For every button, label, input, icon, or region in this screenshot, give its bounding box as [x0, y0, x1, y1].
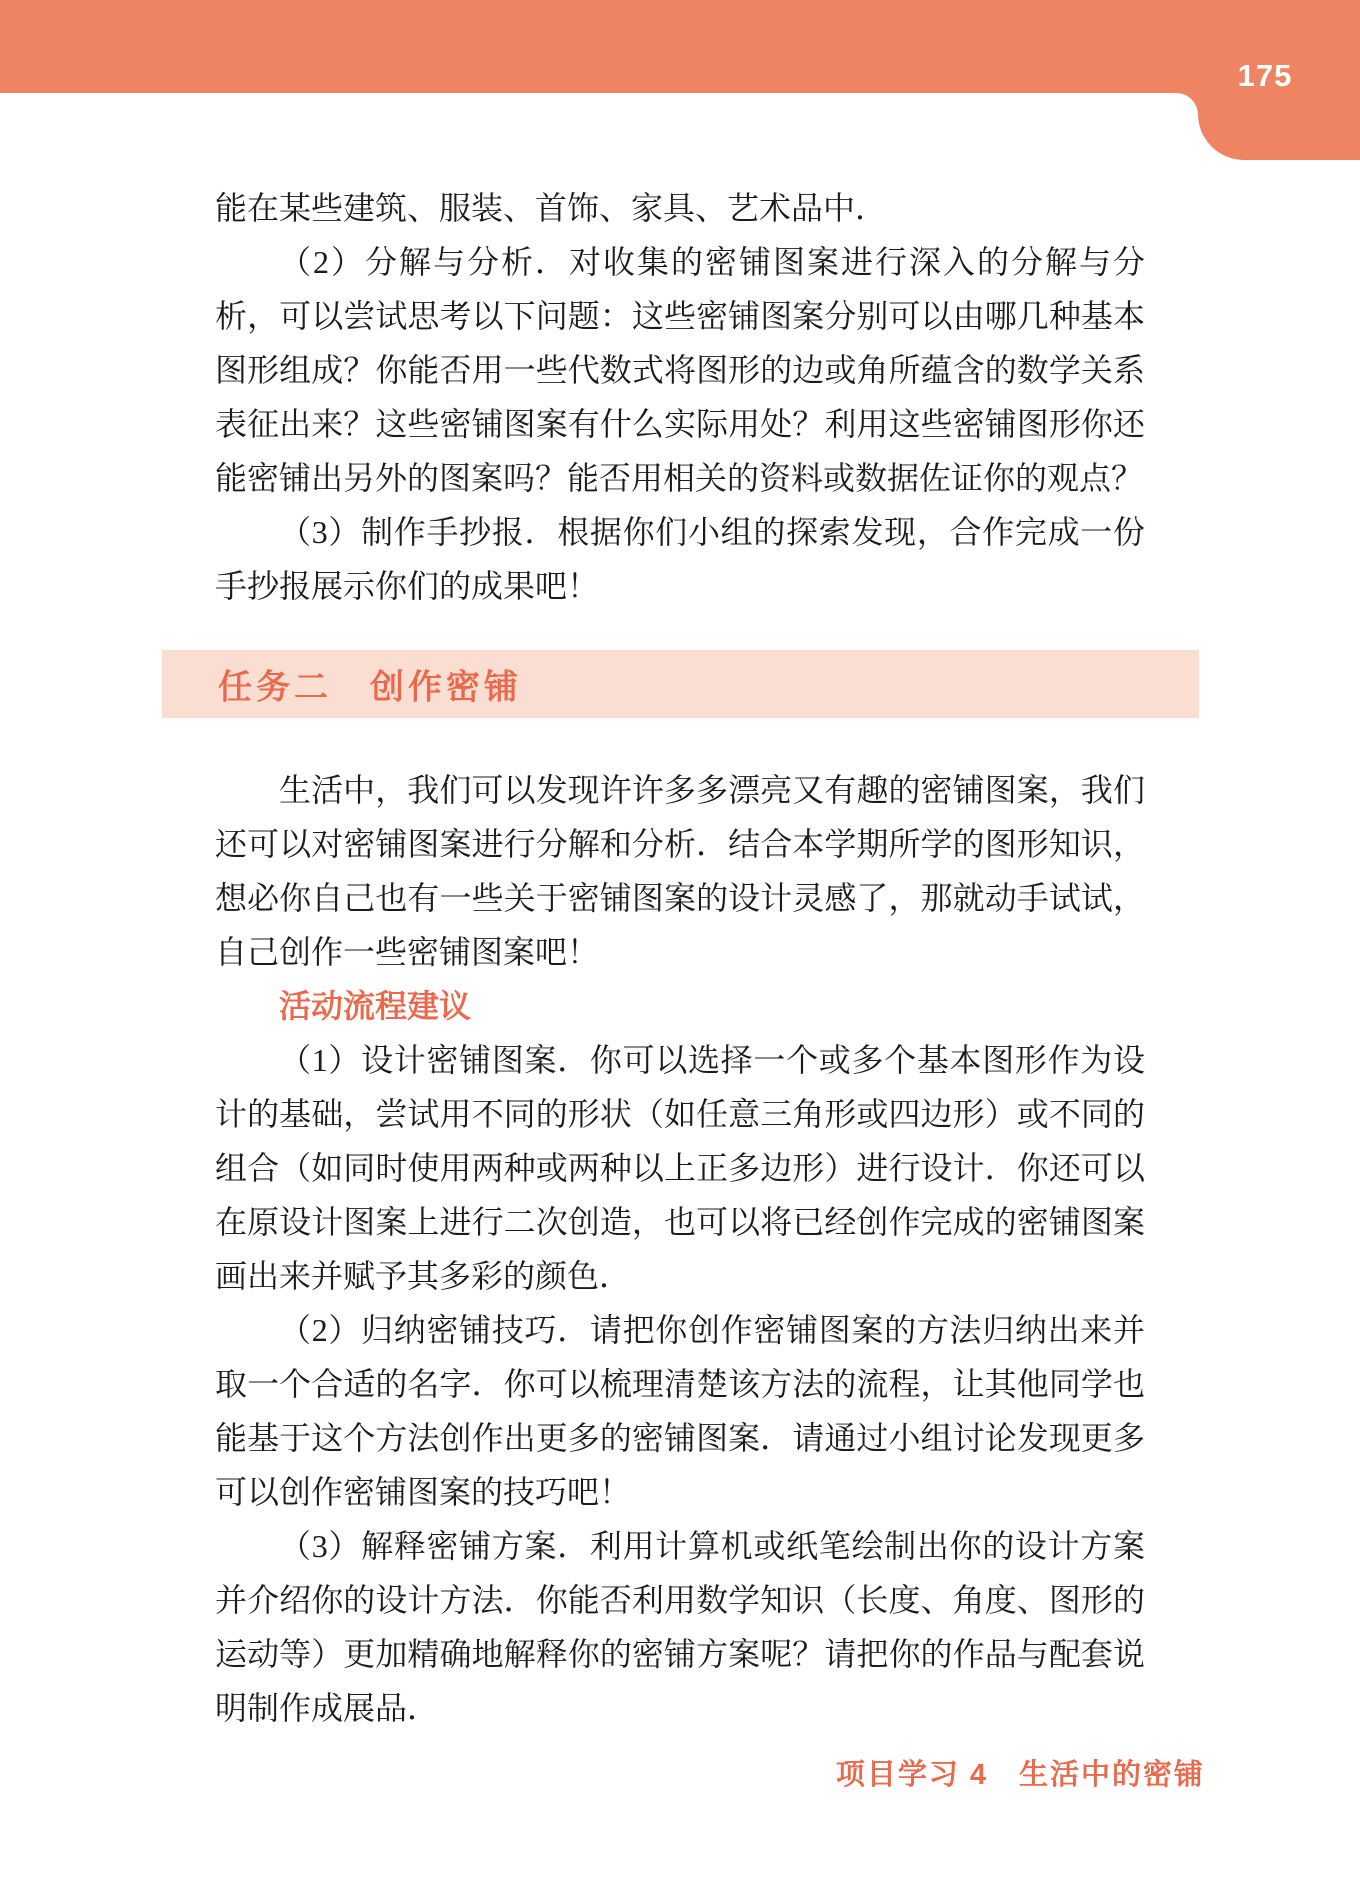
task-section [215, 763, 1145, 1735]
paragraph-step-3: （3）制作手抄报．根据你们小组的探索发现，合作完成一份手抄报展示你们的成果吧！ [215, 514, 1145, 604]
footer-chapter-label: 项目学习 4 生活中的密铺 [835, 1759, 1205, 1791]
paragraph-step-2: （2）分解与分析．对收集的密铺图案进行深入的分解与分析，可以尝试思考以下问题：这些密铺图案分别可以由哪几种基本图形组成？你能否用一些代数式将图形的边或角所蕴含的数学关系表征出来？这些密铺图案有什么实际用处？利用这些密铺图形你还能密铺出另外的图案吗？能否用相关的资料或数据佐证你的观点？ [215, 244, 1145, 496]
activity-flow-subheading: 活动流程建议 [279, 988, 472, 1024]
paragraph-continuation: 能在某些建筑、服装、首饰、家具、艺术品中． [215, 190, 888, 226]
page-number: 175 [1237, 58, 1293, 93]
paragraph-activity-3: （3）解释密铺方案．利用计算机或纸笔绘制出你的设计方案并介绍你的设计方法．你能否利用数学知识（长度、角度、图形的运动等）更加精确地解释你的密铺方案呢？请把你的作品与配套说明制作成展品． [215, 1528, 1145, 1726]
header-bar [0, 0, 1360, 93]
paragraph-activity-2: （2）归纳密铺技巧．请把你创作密铺图案的方法归纳出来并取一个合适的名字．你可以梳理清楚该方法的流程，让其他同学也能基于这个方法创作出更多的密铺图案．请通过小组讨论发现更多可以创作密铺图案的技巧吧！ [215, 1312, 1145, 1510]
tab-corner-fillet [1176, 93, 1198, 115]
paragraph-activity-1: （1）设计密铺图案．你可以选择一个或多个基本图形作为设计的基础，尝试用不同的形状（如任意三角形或四边形）或不同的组合（如同时使用两种或两种以上正多边形）进行设计．你还可以在原设计图案上进行二次创造，也可以将已经创作完成的密铺图案画出来并赋予其多彩的颜色． [215, 1042, 1145, 1294]
page-number-tab [1198, 0, 1360, 160]
paragraph-task-intro: 生活中，我们可以发现许许多多漂亮又有趣的密铺图案，我们还可以对密铺图案进行分解和分析．结合本学期所学的图形知识，想必你自己也有一些关于密铺图案的设计灵感了，那就动手试试，自己创作一些密铺图案吧！ [215, 772, 1145, 970]
task-banner-title: 任务二 创作密铺 [218, 668, 522, 707]
task-banner [162, 650, 1199, 718]
top-section [215, 181, 1145, 613]
